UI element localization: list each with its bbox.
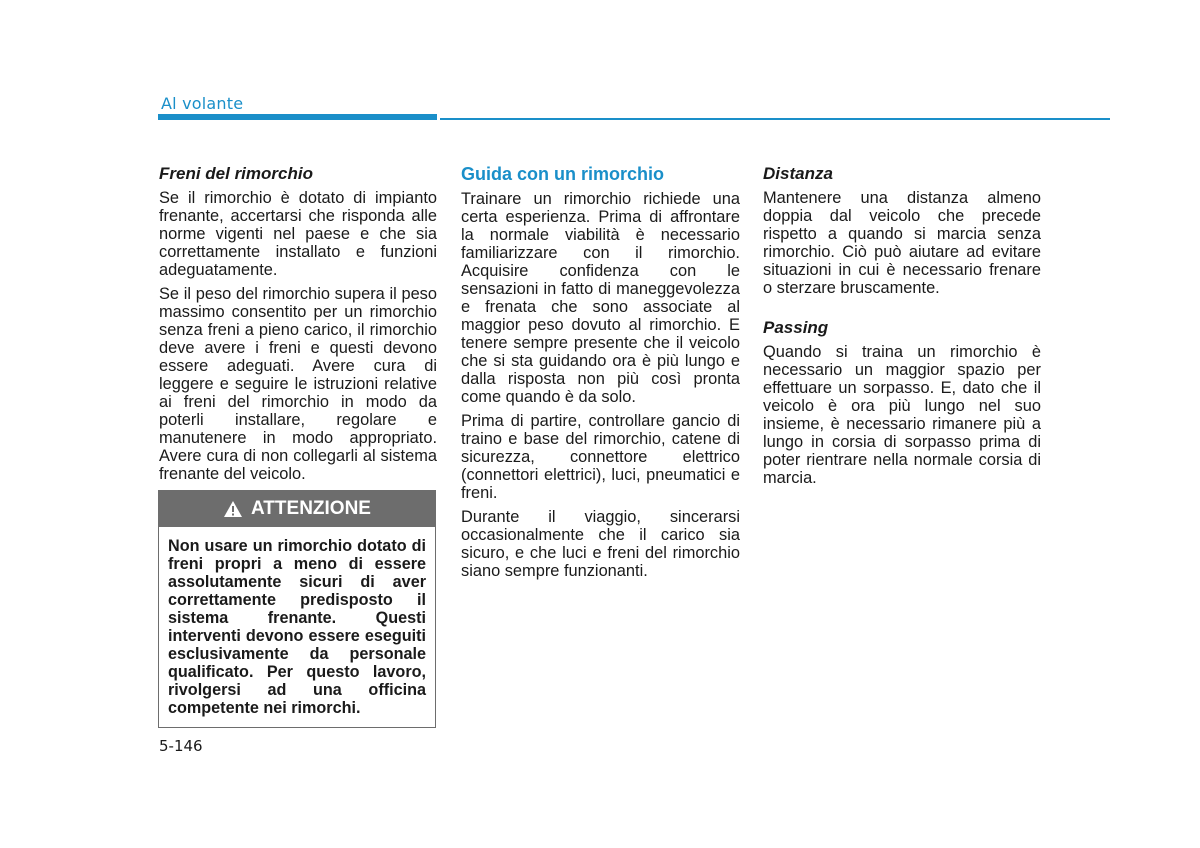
subtitle-trailer-brakes: Freni del rimorchio — [159, 164, 313, 183]
section-header-title: Al volante — [161, 94, 244, 113]
middle-column — [461, 165, 740, 586]
page-number: 5-146 — [159, 737, 203, 755]
subtitle-distance: Distanza — [763, 164, 833, 183]
warning-text: Non usare un rimorchio dotato di freni propri a meno di essere assolutamente sicuri di aver correttamente predisposto il sistema frenante. Questi interventi devono essere eseguiti esclusivamente da personale qualificato. Per questo lavoro, rivolgersi ad una officina competente nei rimorchi. — [168, 537, 426, 717]
subtitle-passing: Passing — [763, 318, 829, 337]
paragraph: Durante il viaggio, sincerarsi occasionalmente che il carico sia sicuro, e che luci e freni del rimorchio siano sempre funzionanti. — [461, 508, 740, 580]
left-column — [159, 165, 437, 489]
warning-header — [159, 491, 435, 527]
paragraph: Mantenere una distanza almeno doppia dal veicolo che precede rispetto a quando si marcia senza rimorchio. Ciò può aiutare ad evitare situazioni in cui è necessario frenare o sterzare bruscamente. — [763, 189, 1041, 297]
warning-box — [158, 490, 436, 728]
warning-title: ATTENZIONE — [251, 498, 371, 519]
header-rule-thin — [440, 118, 1110, 120]
paragraph: Prima di partire, controllare gancio di traino e base del rimorchio, catene di sicurezza, connettore elettrico (connettori elettrici), luci, pneumatici e freni. — [461, 412, 740, 502]
warning-triangle-icon — [223, 500, 243, 518]
section-title: Guida con un rimorchio — [461, 164, 665, 184]
header-rule-thick — [158, 114, 437, 120]
right-column — [763, 165, 1041, 493]
paragraph: Trainare un rimorchio richiede una certa esperienza. Prima di affrontare la normale viabilità è necessario familiarizzare con il rimorchio. Acquisire confidenza con le sensazioni in fatto di maneggevolezza e frenata che sono associate al maggior peso dovuto al rimorchio. E tenere sempre presente che il veicolo che si sta guidando ora è più lungo e dalla risposta non più così pronta come quando è da solo. — [461, 190, 740, 406]
paragraph: Se il rimorchio è dotato di impianto frenante, accertarsi che risponda alle norme vigenti nel paese e che sia correttamente installato e funzioni adeguatamente. — [159, 189, 437, 279]
paragraph: Quando si traina un rimorchio è necessario un maggior spazio per effettuare un sorpasso. E, dato che il veicolo è ora più lungo nel suo insieme, è necessario rimanere più a lungo in corsia di sorpasso prima di poter rientrare nella normale corsia di marcia. — [763, 343, 1041, 487]
paragraph: Se il peso del rimorchio supera il peso massimo consentito per un rimorchio senza freni a pieno carico, il rimorchio deve avere i freni e questi devono essere adeguati. Avere cura di leggere e seguire le istruzioni relative ai freni del rimorchio in modo da poterli installare, regolare e manutenere in modo appropriato. Avere cura di non collegarli al sistema frenante del veicolo. — [159, 285, 437, 483]
